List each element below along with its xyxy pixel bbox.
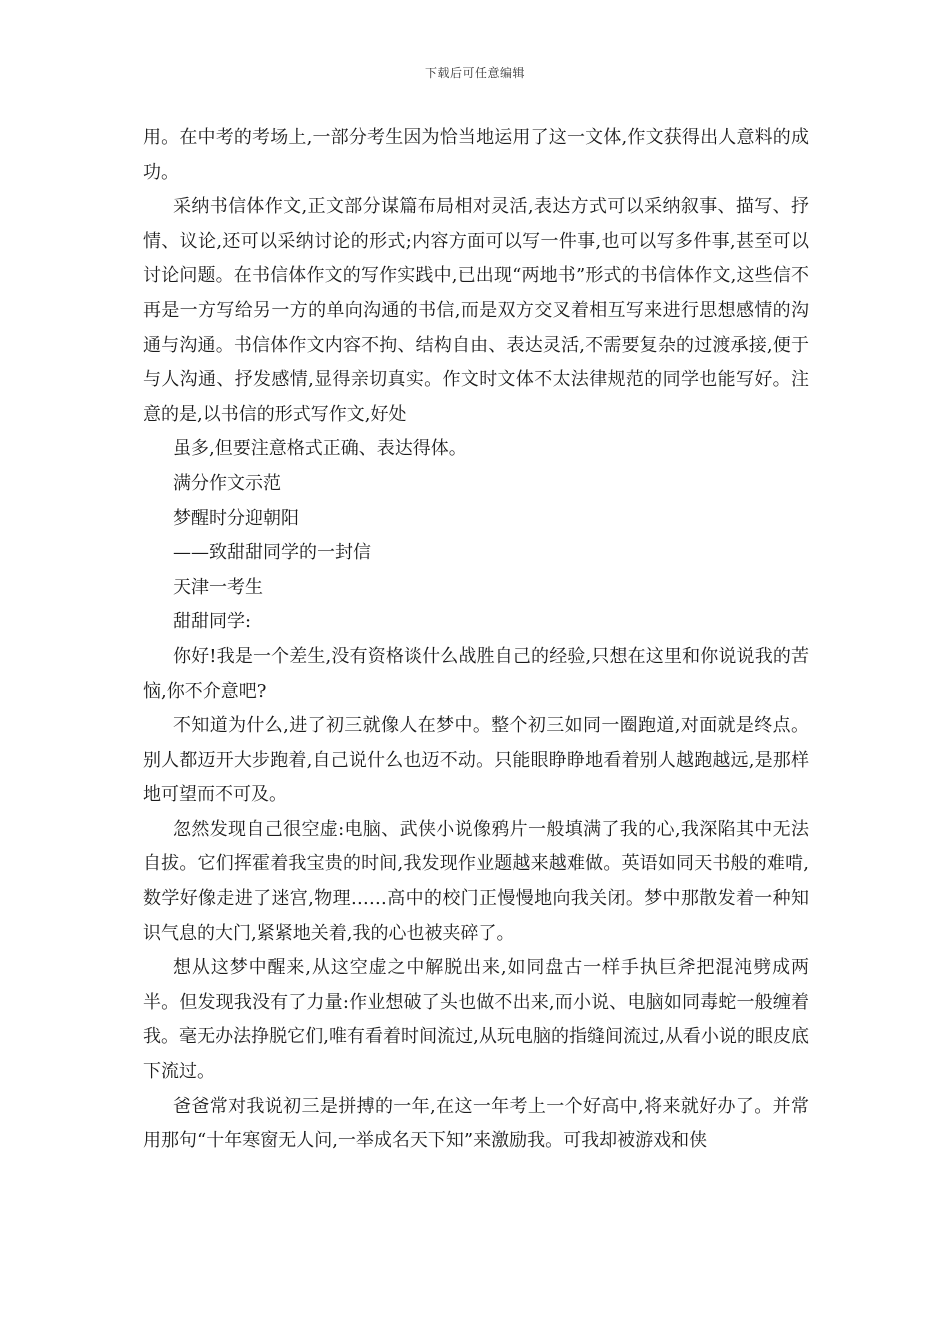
letter-salutation: 甜甜同学:: [173, 611, 252, 633]
letter-paragraph-emptiness: 忽然发现自己很空虚:电脑、武侠小说像鸦片一般填满了我的心,我深陷其中无法自拔。它们挥霍着我宝贵的时间,我发现作业题越来越难做。英语如同天书般的难啃,数学好像走进了迷宫,物理……高中的校门正慢慢地向我关闭。梦中那散发着一种知识气息的大门,紧紧地关着,我的心也被夹碎了。: [143, 818, 809, 944]
essay-author: 天津一考生: [173, 576, 263, 598]
paragraph-format-note: 虽多,但要注意格式正确、表达得体。: [173, 438, 467, 460]
essay-subtitle: ——致甜甜同学的一封信: [173, 542, 371, 564]
letter-paragraph-awakening: 想从这梦中醒来,从这空虚之中解脱出来,如同盘古一样手执巨斧把混沌劈成两半。但发现我没有了力量:作业想破了头也做不出来,而小说、电脑如同毒蛇一般缠着我。毫无办法挣脱它们,唯有看着时间流过,从玩电脑的指缝间流过,从看小说的眼皮底下流过。: [143, 957, 809, 1083]
document-body: [143, 121, 809, 1159]
letter-paragraph-father: 爸爸常对我说初三是拼搏的一年,在这一年考上一个好高中,将来就好办了。并常用那句“十年寒窗无人问,一举成名天下知”来激励我。可我却被游戏和侠: [143, 1095, 809, 1152]
paragraph-intro-continuation: 用。在中考的考场上,一部分考生因为恰当地运用了这一文体,作文获得出人意料的成功。: [143, 127, 809, 183]
essay-title: 梦醒时分迎朝阳: [173, 507, 299, 529]
page-header: 下载后可任意编辑: [424, 66, 525, 80]
section-heading-sample-essay: 满分作文示范: [173, 472, 281, 494]
letter-paragraph-greeting: 你好!我是一个差生,没有资格谈什么战胜自己的经验,只想在这里和你说说我的苦恼,你不介意吧?: [143, 645, 809, 702]
letter-paragraph-dream: 不知道为什么,进了初三就像人在梦中。整个初三如同一圈跑道,对面就是终点。别人都迈开大步跑着,自己说什么也迈不动。只能眼睁睁地看着别人越跑越远,是那样地可望而不可及。: [143, 715, 809, 806]
paragraph-letter-essay-features: 采纳书信体作文,正文部分谋篇布局相对灵活,表达方式可以采纳叙事、描写、抒情、议论,还可以采纳讨论的形式;内容方面可以写一件事,也可以写多件事,甚至可以讨论问题。在书信体作文的写作实践中,已出现“两地书”形式的书信体作文,这些信不再是一方写给另一方的单向沟通的书信,而是双方交叉着相互写来进行思想感情的沟通与沟通。书信体作文内容不拘、结构自由、表达灵活,不需要复杂的过渡承接,便于与人沟通、抒发感情,显得亲切真实。作文时文体不太法律规范的同学也能写好。注意的是,以书信的形式写作文,好处: [143, 196, 809, 425]
